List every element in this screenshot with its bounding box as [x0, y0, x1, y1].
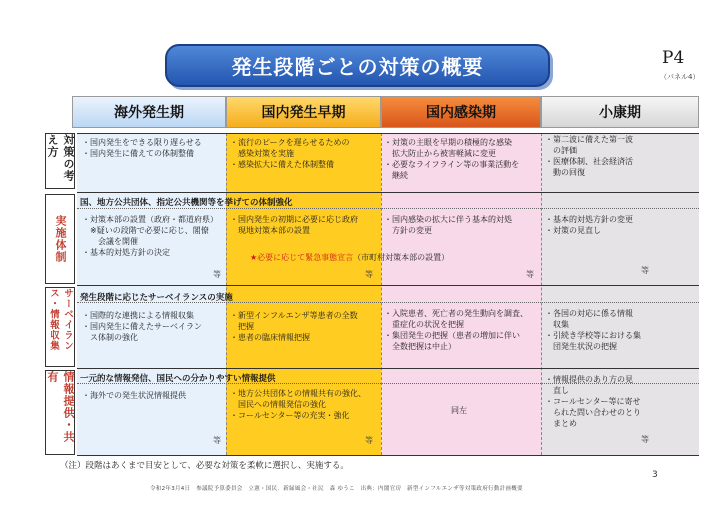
- structure-overseas: ・対策本部の設置（政府・都道府県） ※疑いの段階で必要に応じ、閣僚 会議を開催 ・基本的対処方針の決定: [82, 215, 218, 257]
- phase-header-domestic-early: 国内発生早期: [226, 96, 381, 128]
- phase-header-domestic-infection: 国内感染期: [381, 96, 541, 128]
- structure-domestic-infection: ・国内感染の拡大に伴う基本的対処 方針の変更: [384, 215, 512, 235]
- etc-label: 等: [641, 266, 649, 275]
- info-domestic-infection: 同左: [451, 406, 467, 415]
- row-label-structure: 実施体制: [45, 194, 75, 284]
- etc-label: 等: [526, 270, 534, 279]
- row-label-info-sharing: 情報提供・共有: [45, 370, 75, 455]
- surveillance-overseas: ・国際的な連携による情報収集 ・国内発生に備えたサーベイラン ス体制の強化: [82, 311, 202, 342]
- column-divider: [381, 133, 382, 455]
- row-divider: [77, 192, 699, 193]
- phase-header-remission: 小康期: [541, 96, 699, 128]
- etc-label: 等: [365, 436, 373, 445]
- info-domestic-early: ・地方公共団体との情報共有の強化、 国民への情報発信の強化 ・コールセンター等の充実・強化: [230, 389, 366, 420]
- approach-domestic-early: ・流行のピークを遅らせるための 感染対策を実施 ・感染拡大に備えた体制整備: [230, 138, 350, 169]
- surveillance-remission: ・各国の対応に係る情報 収集 ・引続き学校等における集 団発生状況の把握: [545, 309, 641, 351]
- surveillance-domestic-early: ・新型インフルエンザ等患者の全数 把握 ・患者の臨床情報把握: [230, 311, 358, 342]
- etc-label: 等: [213, 436, 221, 445]
- surveillance-domestic-infection: ・入院患者、死亡者の発生動向を調査、 重症化の状況を把握 ・集団発生の把握（患者の増加に伴い 全数把握は中止）: [384, 309, 528, 351]
- column-divider: [541, 133, 542, 455]
- surveillance-bar: 発生段階に応じたサーベイランスの実施: [80, 293, 233, 303]
- emergency-declaration-label: ★必要に応じて緊急事態宣言: [250, 253, 354, 262]
- etc-label: 等: [213, 270, 221, 279]
- page-title: 発生段階ごとの対策の概要: [165, 44, 550, 87]
- row-divider: [77, 455, 699, 456]
- row-label-surveillance: サーベイランス・情報収集: [45, 287, 75, 367]
- structure-remission: ・基本的対処方針の変更 ・対策の見直し: [545, 215, 633, 235]
- footnote: （注）段階はあくまで目安として、必要な対策を柔軟に選択し、実施する。: [60, 461, 349, 471]
- page-number: 3: [652, 470, 658, 480]
- etc-label: 等: [365, 270, 373, 279]
- row-divider: [77, 368, 699, 369]
- info-remission: ・情報提供のあり方の見 直し ・コールセンター等に寄せ られた問い合わせのとり まとめ: [545, 375, 641, 428]
- bar-underline: [77, 208, 699, 209]
- info-bar: 一元的な情報発信、国民への分かりやすい情報提供: [80, 374, 276, 384]
- row-divider: [77, 285, 699, 286]
- etc-label: 等: [641, 435, 649, 444]
- info-overseas: ・海外での発生状況情報提供: [82, 391, 186, 400]
- row-label-approach: 対策の考え方: [45, 133, 75, 189]
- municipal-hq-label: （市町村対策本部の設置）: [353, 253, 450, 262]
- approach-remission: ・第二波に備えた第一波 の評価 ・医療体制、社会経済活 動の回復: [545, 135, 633, 177]
- approach-overseas: ・国内発生をできる限り遅らせる ・国内発生に備えての体制整備: [82, 138, 202, 158]
- source-footer: 令和2年3月4日 参議院予算委員会 立憲・国民．新緑風会・社民 森 ゆうこ 出典：内閣官房 新型インフルエンザ等対策政府行動計画概要: [150, 486, 523, 492]
- page-label: P4: [662, 48, 685, 68]
- approach-domestic-infection: ・対策の主眼を早期の積極的な感染 拡大防止から被害軽減に変更 ・必要なライフライン等の事業活動を 継続: [384, 138, 520, 180]
- emergency-declaration-note: [250, 252, 449, 263]
- structure-bar: 国、地方公共団体、指定公共機関等を挙げての体制強化: [80, 198, 293, 208]
- panel-label: （パネル4）: [660, 73, 700, 81]
- structure-domestic-early: ・国内発生の初期に必要に応じ政府 現地対策本部の設置: [230, 215, 358, 235]
- phase-header-overseas: 海外発生期: [72, 96, 226, 128]
